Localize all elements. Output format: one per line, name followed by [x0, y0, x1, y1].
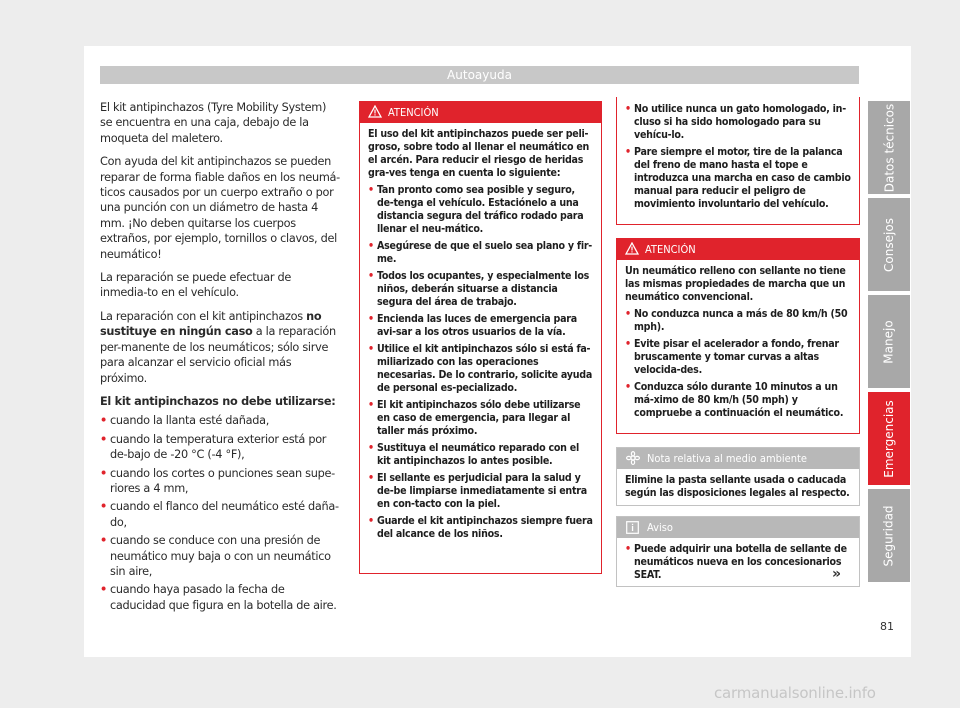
list-item: • cuando haya pasado la fecha de caducidad que figura en la botella de aire. — [100, 582, 340, 613]
warning-item: • El kit antipinchazos sólo debe utilizarse en caso de emergencia, para llegar al taller más próximo. — [368, 399, 593, 438]
environment-note-body — [617, 469, 859, 506]
tab-seguridad[interactable] — [868, 489, 910, 582]
tab-label: Manejo — [882, 319, 896, 364]
warning-header — [617, 239, 859, 260]
list-item: • cuando la llanta esté dañada, — [100, 413, 340, 428]
warning-box-2 — [616, 238, 860, 434]
environment-flower-icon — [626, 451, 640, 472]
page-number: 81 — [880, 620, 894, 633]
paragraph-4-text: La reparación con el kit antipinchazos — [100, 309, 307, 323]
warning-title: ATENCIÓN — [388, 106, 439, 119]
warning-item: • Conduzca sólo durante 10 minutos a un má-ximo de 80 km/h (50 mph) y compruebe a continuación el neumático. — [625, 381, 851, 420]
paragraph-1: El kit antipinchazos (Tyre Mobility System) se encuentra en una caja, debajo de la moqueta del maletero. — [100, 101, 327, 145]
paragraph-4-bold: no sustituye en ningún caso — [100, 309, 322, 339]
environment-note-box — [616, 447, 860, 506]
warning-item: • Evite pisar el acelerador a fondo, frenar bruscamente y tomar curvas a altas velocida-des. — [625, 338, 851, 377]
list-item: • cuando se conduce con una presión de neumático muy baja o con un neumático sin aire, — [100, 533, 340, 579]
warning-item: • Sustituya el neumático reparado con el kit antipinchazos lo antes posible. — [368, 442, 593, 468]
notice-title: Aviso — [647, 521, 673, 534]
tab-label: Datos técnicos — [882, 103, 896, 192]
warning-triangle-icon — [625, 241, 639, 262]
warning-triangle-icon — [368, 104, 382, 125]
warning-item: • Encienda las luces de emergencia para avi-sar a los otros usuarios de la vía. — [368, 313, 593, 339]
warning-header — [360, 102, 601, 123]
list-item: • cuando los cortes o punciones sean supe-riores a 4 mm, — [100, 466, 340, 497]
warning-item: • Utilice el kit antipinchazos sólo si está fa-miliarizado con las operaciones necesarias. De lo contrario, solicite ayuda de personal es-pecializado. — [368, 343, 593, 395]
tab-label: Seguridad — [882, 504, 897, 567]
warning-item: • No conduzca nunca a más de 80 km/h (50 mph). — [625, 308, 851, 334]
warning-body — [617, 260, 859, 430]
tab-datos-tecnicos[interactable] — [868, 101, 910, 194]
warning-body — [360, 123, 601, 551]
warning-item: • El sellante es perjudicial para la salud y de-be limpiarse inmediatamente si entra en con-tacto con la piel. — [368, 472, 593, 511]
warning-continuation-box — [616, 97, 860, 225]
watermark: carmanualsonline.info — [714, 684, 876, 702]
body-column-1 — [100, 100, 340, 616]
tab-manejo[interactable] — [868, 295, 910, 388]
warning-continuation-body — [617, 97, 859, 221]
info-icon — [626, 520, 639, 541]
warning-intro: El uso del kit antipinchazos puede ser peli-groso, sobre todo al llenar el neumático en el arcén. Para reducir el riesgo de heridas gra-ves tenga en cuenta lo siguiente: — [368, 128, 590, 179]
environment-note-header — [617, 448, 859, 469]
paragraph-2: Con ayuda del kit antipinchazos se pueden reparar de forma fiable daños en los neumá-ticos causados por un cuerpo extraño o por una punción con un diámetro de hasta 4 mm. ¡No deben quitarse los cuerpos extraños, por ejemplo, tornillos o clavos, del neumático! — [100, 155, 340, 261]
environment-note-text: Elimine la pasta sellante usada o caducada según las disposiciones legales al respecto. — [625, 474, 850, 499]
tab-label: Emergencias — [882, 399, 896, 478]
notice-item: • Puede adquirir una botella de sellante de neumáticos nueva en los concesionarios SEAT. — [625, 543, 851, 582]
tab-consejos[interactable] — [868, 198, 910, 291]
warning-item: • Todos los ocupantes, y especialmente los niños, deberán situarse a distancia segura del área de trabajo. — [368, 270, 593, 309]
warning-intro: Un neumático relleno con sellante no tiene las mismas propiedades de marcha que un neumático convencional. — [625, 265, 846, 303]
warning-item: • Guarde el kit antipinchazos siempre fuera del alcance de los niños. — [368, 515, 593, 541]
paragraph-4 — [100, 309, 340, 386]
notice-body — [617, 538, 859, 588]
continue-arrow: » — [832, 566, 842, 582]
environment-note-title: Nota relativa al medio ambiente — [647, 452, 807, 465]
warning-item: • Asegúrese de que el suelo sea plano y fir-me. — [368, 240, 593, 266]
paragraph-4-text-end: a la reparación per-manente de los neumáticos; sólo sirve para alcanzar el servicio oficial más próximo. — [100, 325, 336, 385]
restriction-list — [100, 413, 340, 613]
notice-header — [617, 517, 859, 538]
section-header: Autoayuda — [100, 66, 859, 84]
paragraph-3: La reparación se puede efectuar de inmedia-to en el vehículo. — [100, 271, 292, 300]
tab-label: Consejos — [882, 217, 897, 272]
warning-item: • Pare siempre el motor, tire de la palanca del freno de mano hasta el tope e introduzca una marcha en caso de cambio manual para reducir el peligro de movimiento involuntario del vehículo. — [625, 146, 851, 211]
list-item: • cuando el flanco del neumático esté daña-do, — [100, 499, 340, 530]
warning-item: • Tan pronto como sea posible y seguro, de-tenga el vehículo. Estaciónelo a una distancia segura del tráfico rodado para llenar el neu-mático. — [368, 184, 593, 236]
notice-box — [616, 516, 860, 587]
tab-emergencias[interactable] — [868, 392, 910, 485]
list-item: • cuando la temperatura exterior está por de-bajo de -20 °C (-4 °F), — [100, 432, 340, 463]
warning-title: ATENCIÓN — [645, 243, 696, 256]
list-title: El kit antipinchazos no debe utilizarse: — [100, 394, 336, 408]
warning-item: • No utilice nunca un gato homologado, in-cluso si ha sido homologado para su vehícu-lo. — [625, 103, 851, 142]
warning-box-1 — [359, 101, 602, 574]
